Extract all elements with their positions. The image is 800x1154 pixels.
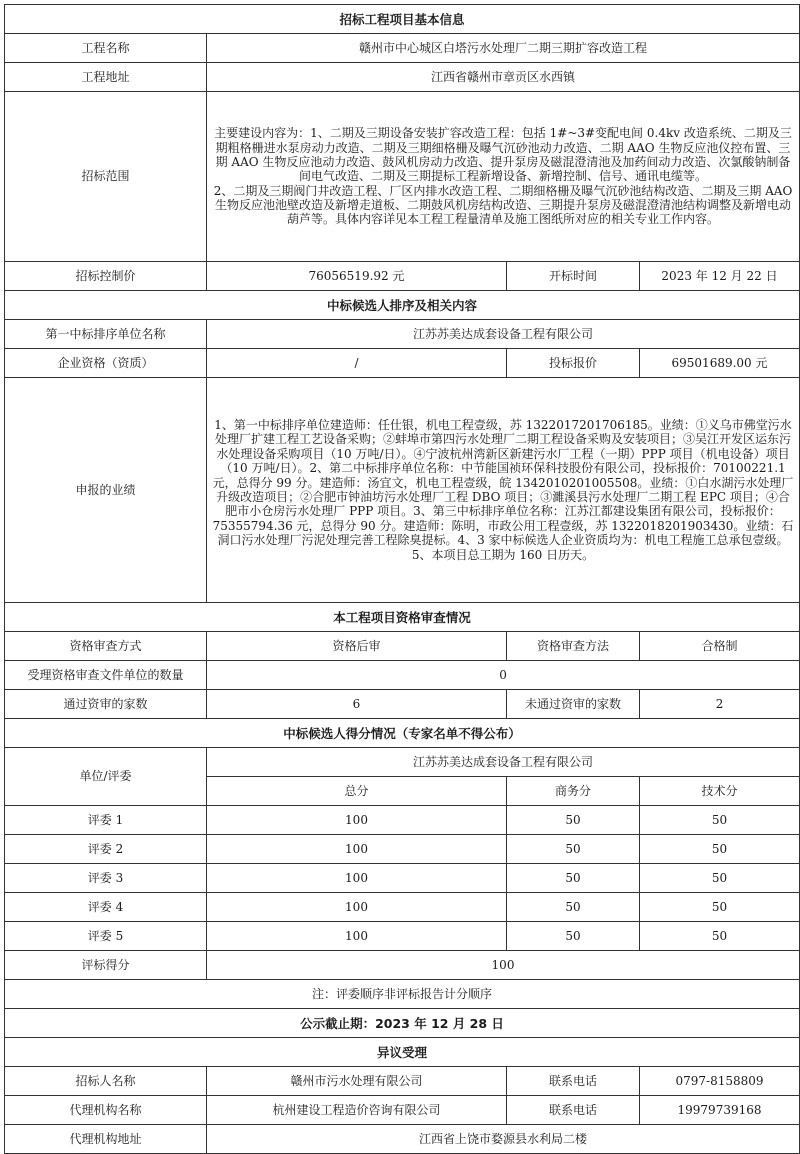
judge-business: 50 xyxy=(507,864,640,893)
section-heading-scores: 中标候选人得分情况（专家名单不得公布） xyxy=(5,719,800,748)
judge-label: 评委 3 xyxy=(5,864,207,893)
agency-address-value: 江西省上饶市婺源县水利局二楼 xyxy=(207,1125,800,1154)
table-row xyxy=(5,864,800,893)
section-heading-basic: 招标工程项目基本信息 xyxy=(5,5,800,34)
failed-count-value: 2 xyxy=(640,690,800,719)
judge-total: 100 xyxy=(207,893,507,922)
judge-label: 评委 5 xyxy=(5,922,207,951)
judge-tech: 50 xyxy=(640,922,800,951)
agency-phone-value: 19979739168 xyxy=(640,1096,800,1125)
table-row xyxy=(5,893,800,922)
judge-tech: 50 xyxy=(640,864,800,893)
qualification-value: / xyxy=(207,349,507,378)
project-address-label: 工程地址 xyxy=(5,63,207,92)
judge-business: 50 xyxy=(507,806,640,835)
scope-label: 招标范围 xyxy=(5,92,207,262)
review-method-value: 合格制 xyxy=(640,632,800,661)
control-price-label: 招标控制价 xyxy=(5,262,207,291)
bid-result-table xyxy=(4,4,800,1154)
final-score-label: 评标得分 xyxy=(5,951,207,980)
tenderer-phone-value: 0797-8158809 xyxy=(640,1067,800,1096)
performance-paragraph: 1、第一中标排序单位建造师：任仕银，机电工程壹级，苏 1322017201706185。业绩：①义乌市佛堂污水处理厂扩建工程工艺设备采购；②蚌埠市第四污水处理厂二期工程设备采购及安装项目；③吴江开发区运东污水处理设备采购项目（10 万吨/日）。④宁波杭州湾新区新建污水厂工程（一期）PPP 项目（机电设备）项目（10 万吨/日）。2、第二中标排序单位名称：中节能国祯环保科技股份有限公司，投标报价：70100221.1 元，总得分 99 分。建造师：汤宜文，机电工程壹级，皖 1342010201005508。业绩：①白水湖污水处理厂升级改造项目；②合肥市钟油坊污水处理厂工程 DBO 项目；③濉溪县污水处理厂二期工程 EPC 项目；④合肥市小仓房污水处理厂 PPP 项目。3、第三中标排序单位名称：江苏江都建设集团有限公司，投标报价：75355794.36 元，总得分 90 分。建造师：陈明，市政公用工程壹级，苏 1322018201903430。业绩：石洞口污水处理厂污泥处理完善工程除臭提标。4、3 家中标候选人企业资质均为：机电工程施工总承包壹级。5、本项目总工期为 160 日历天。 xyxy=(212,418,794,562)
judge-total: 100 xyxy=(207,835,507,864)
table-row xyxy=(5,835,800,864)
passed-count-value: 6 xyxy=(207,690,507,719)
performance-content xyxy=(207,378,800,603)
judge-total: 100 xyxy=(207,922,507,951)
review-mode-label: 资格审查方式 xyxy=(5,632,207,661)
qualification-label: 企业资格（资质） xyxy=(5,349,207,378)
scope-paragraph-1: 主要建设内容为：1、二期及三期设备安装扩容改造工程：包括 1#~3#变配电间 0.4kv 改造系统、二期及三期粗格栅进水泵房动力改造、二期及三期细格栅及曝气沉砂池动力改造、二期 AAO 生物反应池仪控布置、三期 AAO 生物反应池动力改造、鼓风机房动力改造、提升泵房及磁混澄清池及加药间动力改造、次氯酸钠制备间电气改造、二期及三期提标工程新增设备、新增控制、信号、通讯电缆等。 xyxy=(214,126,792,184)
passed-count-label: 通过资审的家数 xyxy=(5,690,207,719)
judge-business: 50 xyxy=(507,893,640,922)
judge-total: 100 xyxy=(207,864,507,893)
table-row xyxy=(5,806,800,835)
judge-tech: 50 xyxy=(640,835,800,864)
review-mode-value: 资格后审 xyxy=(207,632,507,661)
table-row xyxy=(5,922,800,951)
tenderer-value: 赣州市污水处理有限公司 xyxy=(207,1067,507,1096)
section-heading-candidates: 中标候选人排序及相关内容 xyxy=(5,291,800,320)
judge-business: 50 xyxy=(507,922,640,951)
col-business-header: 商务分 xyxy=(507,777,640,806)
score-note: 注：评委顺序非评标报告计分顺序 xyxy=(5,980,800,1009)
col-total-header: 总分 xyxy=(207,777,507,806)
review-method-label: 资格审查方法 xyxy=(507,632,640,661)
performance-label: 申报的业绩 xyxy=(5,378,207,603)
agency-address-label: 代理机构地址 xyxy=(5,1125,207,1154)
judge-label: 评委 1 xyxy=(5,806,207,835)
project-address-value: 江西省赣州市章贡区水西镇 xyxy=(207,63,800,92)
final-score-value: 100 xyxy=(207,951,800,980)
score-company-name: 江苏苏美达成套设备工程有限公司 xyxy=(207,748,800,777)
project-name-value: 赣州市中心城区白塔污水处理厂二期三期扩容改造工程 xyxy=(207,34,800,63)
failed-count-label: 未通过资审的家数 xyxy=(507,690,640,719)
first-ranked-label: 第一中标排序单位名称 xyxy=(5,320,207,349)
opening-time-label: 开标时间 xyxy=(507,262,640,291)
scope-content xyxy=(207,92,800,262)
opening-time-value: 2023 年 12 月 22 日 xyxy=(640,262,800,291)
first-ranked-value: 江苏苏美达成套设备工程有限公司 xyxy=(207,320,800,349)
judge-tech: 50 xyxy=(640,893,800,922)
col-tech-header: 技术分 xyxy=(640,777,800,806)
judge-label: 评委 4 xyxy=(5,893,207,922)
unit-judge-label: 单位/评委 xyxy=(5,748,207,806)
judge-tech: 50 xyxy=(640,806,800,835)
review-count-label: 受理资格审查文件单位的数量 xyxy=(5,661,207,690)
section-heading-review: 本工程项目资格审查情况 xyxy=(5,603,800,632)
judge-total: 100 xyxy=(207,806,507,835)
tenderer-phone-label: 联系电话 xyxy=(507,1067,640,1096)
agency-value: 杭州建设工程造价咨询有限公司 xyxy=(207,1096,507,1125)
bid-price-label: 投标报价 xyxy=(507,349,640,378)
tenderer-label: 招标人名称 xyxy=(5,1067,207,1096)
agency-phone-label: 联系电话 xyxy=(507,1096,640,1125)
publicity-deadline: 公示截止期：2023 年 12 月 28 日 xyxy=(5,1009,800,1038)
section-heading-objection: 异议受理 xyxy=(5,1038,800,1067)
agency-label: 代理机构名称 xyxy=(5,1096,207,1125)
review-count-value: 0 xyxy=(207,661,800,690)
judge-label: 评委 2 xyxy=(5,835,207,864)
scope-paragraph-2: 2、二期及三期阀门井改造工程、厂区内排水改造工程、二期细格栅及曝气沉砂池结构改造、二期及三期 AAO 生物反应池池壁改造及新增走道板、二期鼓风机房结构改造、三期提升泵房及磁混澄清池结构调整及新增电动葫芦等。具体内容详见本工程工程量清单及施工图纸所对应的相关专业工作内容。 xyxy=(213,183,793,227)
control-price-value: 76056519.92 元 xyxy=(207,262,507,291)
judge-business: 50 xyxy=(507,835,640,864)
bid-price-value: 69501689.00 元 xyxy=(640,349,800,378)
project-name-label: 工程名称 xyxy=(5,34,207,63)
